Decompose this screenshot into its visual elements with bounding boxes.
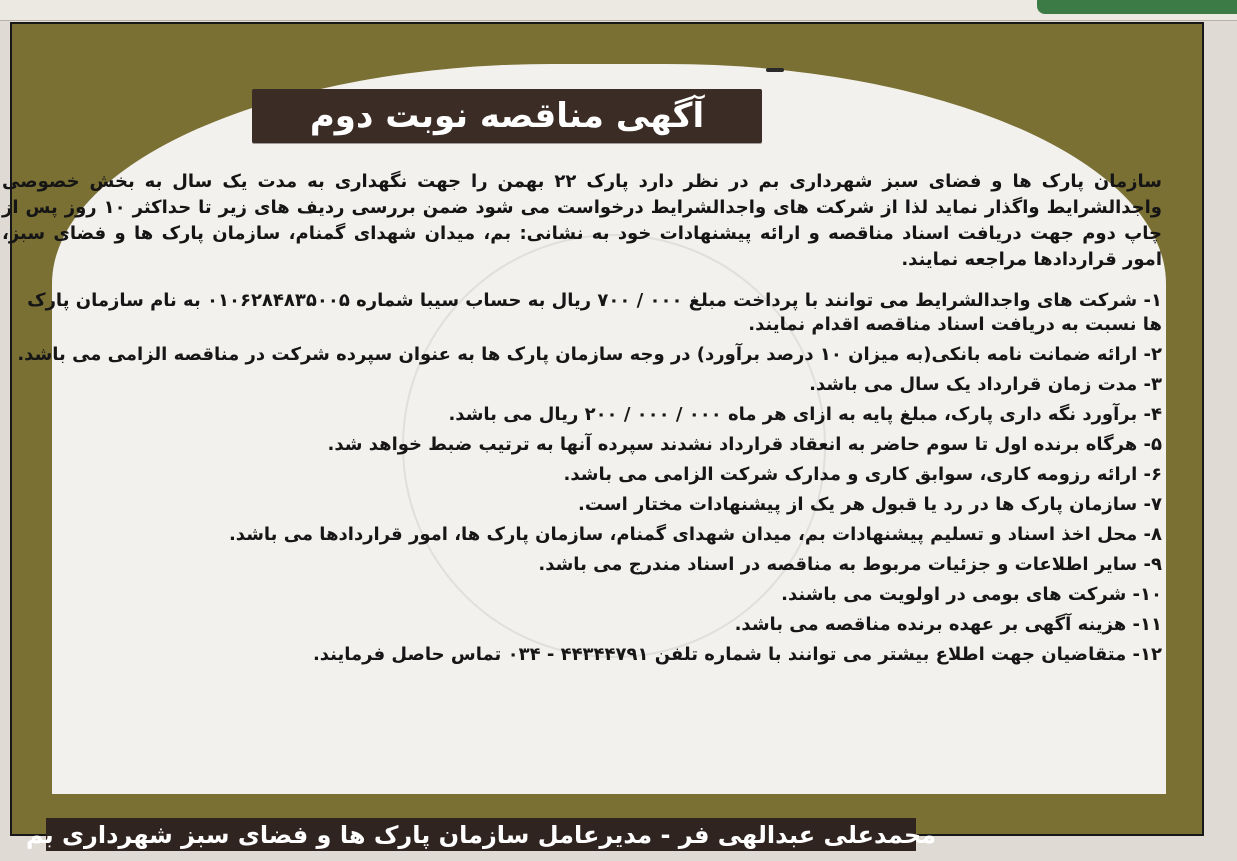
print-mark — [766, 68, 784, 72]
notice-item-2: ۲- ارائه ضمانت نامه بانکی(به میزان ۱۰ درصد برآورد) در وجه سازمان پارک ها به عنوان سپرده شرکت در مناقصه الزامی می باشد. — [17, 344, 1162, 365]
notice-item-12: ۱۲- متقاضیان جهت اطلاع بیشتر می توانند با شماره تلفن ۴۴۳۴۴۷۹۱ - ۰۳۴ تماس حاصل فرمایند. — [312, 644, 1162, 665]
top-green-tab — [1037, 0, 1237, 14]
notice-items-list — [2, 289, 1162, 673]
notice-frame — [2, 22, 1204, 849]
notice-intro: سازمان پارک ها و فضای سبز شهرداری بم در نظر دارد پارک ۲۲ بهمن را جهت نگهداری به مدت یک سال به بخش خصوصی واجدالشرایط واگذار نماید لذا از شرکت های واجدالشرایط درخواست می شود ضمن بررسی ردیف های زیر تا حداکثر ۱۰ روز پس از چاپ دوم جهت دریافت اسناد مناقصه و ارائه پیشنهادات خود به نشانی: بم، میدان شهدای گمنام، سازمان پارک ها و فضای سبز، امور قراردادها مراجعه نمایند. — [2, 171, 1162, 270]
notice-item-6: ۶- ارائه رزومه کاری، سوابق کاری و مدارک شرکت الزامی می باشد. — [563, 464, 1162, 485]
notice-item-7: ۷- سازمان پارک ها در رد یا قبول هر یک از پیشنهادات مختار است. — [578, 494, 1162, 515]
notice-item-1: ۱- شرکت های واجدالشرایط می توانند با پرداخت مبلغ ۰۰۰ / ۷۰۰ ریال به حساب سیبا شماره ۰۱۰۶۲۸۴۸۳۵۰۰۵ به نام سازمان پارک ها نسبت به دریافت اسناد مناقصه اقدام نمایند. — [27, 290, 1162, 335]
notice-item-4: ۴- برآورد نگه داری پارک، مبلغ پایه به ازای هر ماه ۰۰۰ / ۰۰۰ / ۲۰۰ ریال می باشد. — [448, 404, 1162, 425]
notice-item-10: ۱۰- شرکت های بومی در اولویت می باشند. — [781, 584, 1162, 605]
signature-text: محمدعلی عبدالهی فر - مدیرعامل سازمان پارک ها و فضای سبز شهرداری بم — [25, 820, 937, 849]
notice-item-8: ۸- محل اخذ اسناد و تسلیم پیشنهادات بم، میدان شهدای گمنام، سازمان پارک ها، امور قراردادها می باشد. — [228, 524, 1162, 545]
notice-item-5: ۵- هرگاه برنده اول تا سوم حاضر به انعقاد قرارداد نشدند سپرده آنها به ترتیب ضبط خواهد شد. — [327, 434, 1162, 455]
notice-item-3: ۳- مدت زمان قرارداد یک سال می باشد. — [809, 374, 1162, 395]
notice-title: آگهی مناقصه نوبت دوم — [309, 96, 705, 136]
notice-item-11: ۱۱- هزینه آگهی بر عهده برنده مناقصه می باشد. — [734, 614, 1162, 635]
notice-title-box — [252, 89, 762, 143]
top-border — [0, 0, 1237, 21]
notice-item-9: ۹- سایر اطلاعات و جزئیات مربوط به مناقصه در اسناد مندرج می باشد. — [538, 554, 1162, 575]
signature-banner — [25, 818, 937, 851]
